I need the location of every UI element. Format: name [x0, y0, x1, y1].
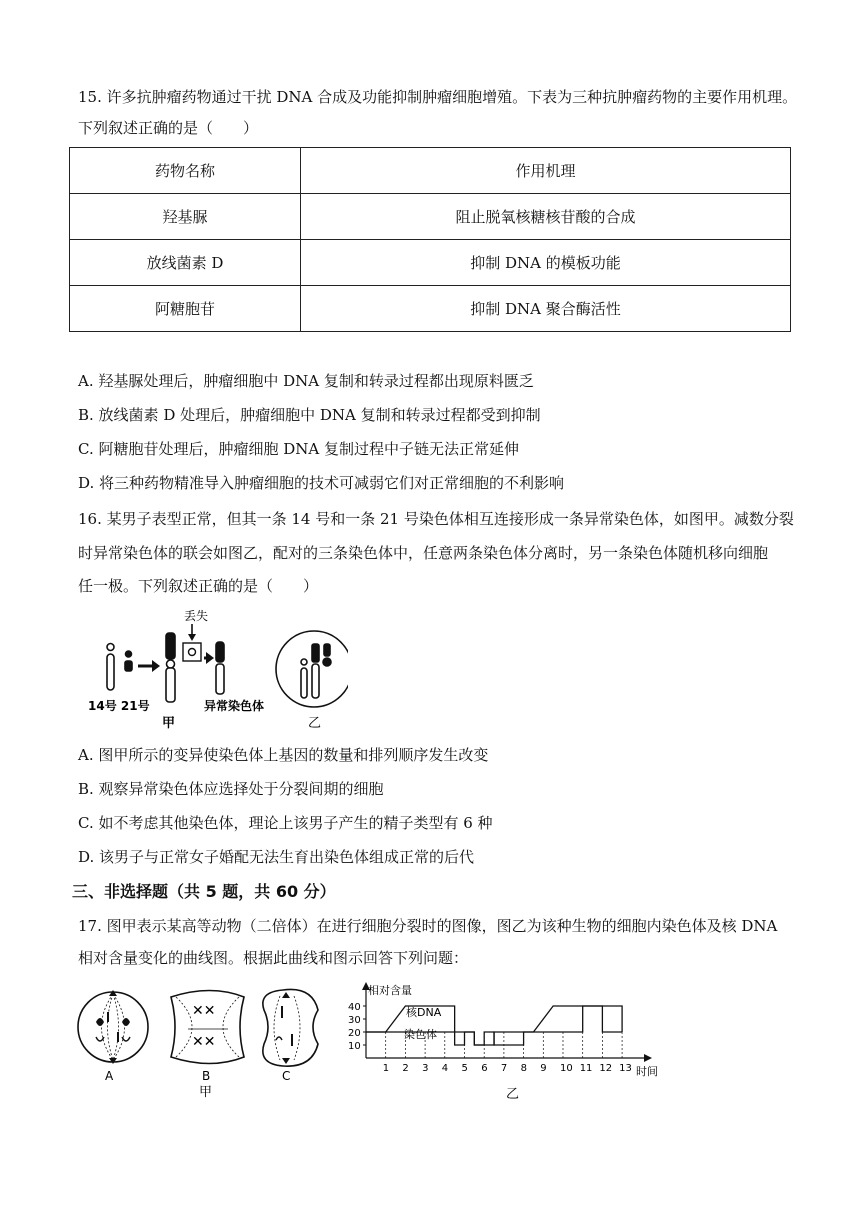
drug-table	[69, 147, 791, 332]
q16-option-a: A. 图甲所示的变异使染色体上基因的数量和排列顺序发生改变	[78, 746, 489, 764]
chromosome-icon: ✕✕	[192, 1034, 216, 1050]
q15-option-a: A. 羟基脲处理后，肿瘤细胞中 DNA 复制和转录过程都出现原料匮乏	[78, 372, 534, 390]
chromosome-21	[125, 661, 132, 671]
x-tick-label: 12	[599, 1063, 613, 1074]
y-axis-label: 相对含量	[368, 984, 412, 997]
arrow-right-icon	[204, 652, 214, 664]
x-tick-label: 11	[579, 1063, 593, 1074]
table-cell: 抑制 DNA 的模板功能	[301, 240, 791, 286]
y-tick-label: 30	[348, 1015, 361, 1026]
chromosome-number-label: 14号 21号	[88, 699, 150, 713]
x-tick-label: 3	[422, 1063, 429, 1074]
table-header-row	[70, 148, 791, 194]
q16-option-d: D. 该男子与正常女子婚配无法生育出染色体组成正常的后代	[78, 848, 475, 866]
section-heading: 三、非选择题（共 5 题，共 60 分）	[72, 882, 336, 901]
x-tick-label: 2	[402, 1063, 409, 1074]
arrow-down-icon	[188, 624, 196, 641]
table-header-cell: 药物名称	[70, 148, 301, 194]
chromosome-icon: ✕✕	[192, 1003, 216, 1019]
cell-division-figure	[76, 982, 336, 1100]
series-label-chromosome: 染色体	[404, 1028, 437, 1041]
x-tick-label: 5	[461, 1063, 468, 1074]
q15-option-d: D. 将三种药物精准导入肿瘤细胞的技术可减弱它们对正常细胞的不利影响	[78, 474, 565, 492]
table-cell: 羟基脲	[70, 194, 301, 240]
figure-jia-label: 甲	[199, 1085, 213, 1100]
lost-label: 丢失	[184, 609, 209, 623]
table-header-cell: 作用机理	[301, 148, 791, 194]
figure-yi-label: 乙	[506, 1087, 520, 1102]
x-tick-label: 9	[540, 1063, 547, 1074]
x-axis-arrow-icon	[644, 1054, 652, 1062]
cell-c	[263, 989, 318, 1083]
figure-jia-label: 甲	[162, 716, 176, 731]
chromosome-figure	[88, 606, 348, 736]
q16-stem-line2: 时异常染色体的联会如图乙，配对的三条染色体中，任意两条染色体分离时，另一条染色体随机移向细胞	[78, 544, 769, 562]
x-tick-label: 6	[481, 1063, 488, 1074]
y-tick-label: 20	[348, 1028, 361, 1039]
x-axis-label: 时间	[636, 1065, 658, 1078]
x-tick-label: 8	[520, 1063, 527, 1074]
series-label-dna: 核DNA	[406, 1006, 442, 1019]
q15-option-c: C. 阿糖胞苷处理后，肿瘤细胞 DNA 复制过程中子链无法正常延伸	[78, 440, 520, 458]
x-tick-label: 1	[382, 1063, 390, 1074]
figure-yi-label: 乙	[308, 716, 322, 731]
abnormal-chromosome-label: 异常染色体	[204, 699, 265, 713]
chromosome-14-satellite	[107, 644, 114, 651]
q17-stem-line1: 17. 图甲表示某高等动物（二倍体）在进行细胞分裂时的图像，图乙为该种生物的细胞内染色体及核 DNA	[78, 917, 778, 935]
y-tick-label: 40	[348, 1002, 361, 1013]
q15-stem-line1: 15. 许多抗肿瘤药物通过干扰 DNA 合成及功能抑制肿瘤细胞增殖。下表为三种抗肿瘤药物的主要作用机理。	[78, 88, 798, 106]
cell-b-label: B	[202, 1069, 211, 1083]
table-cell: 阻止脱氧核糖核苷酸的合成	[301, 194, 791, 240]
q15-option-b: B. 放线菌素 D 处理后，肿瘤细胞中 DNA 复制和转录过程都受到抑制	[78, 406, 541, 424]
table-cell: 阿糖胞苷	[70, 286, 301, 332]
q16-stem-line3: 任一极。下列叙述正确的是（ ）	[78, 577, 319, 595]
x-tick-label: 4	[441, 1063, 449, 1074]
x-tick-label: 10	[559, 1063, 573, 1074]
cell-a-label: A	[105, 1069, 114, 1083]
x-tick-label: 7	[500, 1063, 508, 1074]
table-row	[70, 286, 791, 332]
chromosome-21-satellite	[126, 651, 132, 657]
q17-stem-line2: 相对含量变化的曲线图。根据此曲线和图示回答下列问题：	[78, 949, 469, 967]
q16-option-c: C. 如不考虑其他染色体，理论上该男子产生的精子类型有 6 种	[78, 814, 493, 832]
table-cell: 抑制 DNA 聚合酶活性	[301, 286, 791, 332]
cell-c-label: C	[282, 1069, 291, 1083]
x-tick-label: 13	[619, 1063, 632, 1074]
table-cell: 放线菌素 D	[70, 240, 301, 286]
chromosome-dna-chart	[346, 978, 676, 1106]
y-tick-label: 10	[348, 1041, 361, 1052]
table-row	[70, 194, 791, 240]
cell-b	[171, 991, 244, 1101]
q16-stem-line1: 16. 某男子表型正常，但其一条 14 号和一条 21 号染色体相互连接形成一条异常染色体，如图甲。减数分裂	[78, 510, 794, 528]
arrow-right-icon	[138, 660, 160, 672]
cell-a	[78, 990, 148, 1083]
table-row	[70, 240, 791, 286]
q15-stem-line2: 下列叙述正确的是（ ）	[78, 119, 259, 137]
chromosome-14	[107, 654, 114, 690]
q16-option-b: B. 观察异常染色体应选择处于分裂间期的细胞	[78, 780, 384, 798]
